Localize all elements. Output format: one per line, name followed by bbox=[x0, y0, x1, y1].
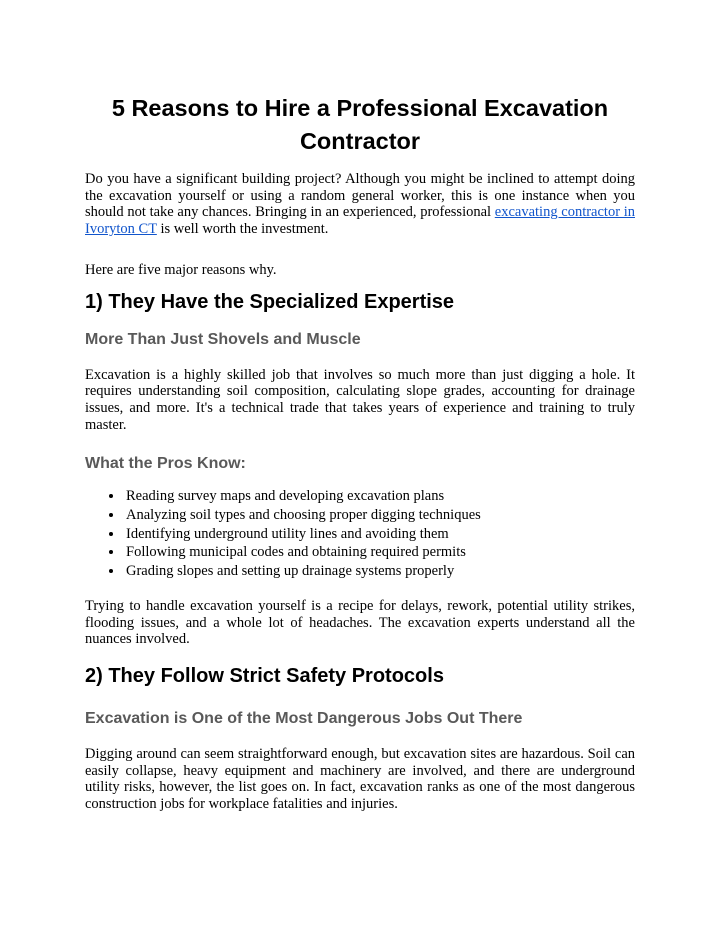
pros-know-list bbox=[85, 488, 635, 580]
section-1 bbox=[85, 291, 635, 648]
section-2-heading: 2) They Follow Strict Safety Protocols bbox=[85, 664, 444, 687]
section-1-heading: 1) They Have the Specialized Expertise bbox=[85, 290, 455, 313]
list-item: • Following municipal codes and obtaining required permits bbox=[124, 544, 635, 561]
intro-text-before-link: Do you have a significant building project? Although you might be inclined to attempt doing the excavation yourself or using a random general worker, this is one instance when you should not take any chances. Bringing in an experienced, professional bbox=[85, 171, 635, 221]
intro-paragraph bbox=[85, 171, 635, 238]
list-item: • Grading slopes and setting up drainage systems properly bbox=[124, 563, 635, 580]
list-item: • Reading survey maps and developing excavation plans bbox=[124, 488, 635, 505]
lead-in-text: Here are five major reasons why. bbox=[85, 261, 277, 278]
list-item: • Identifying underground utility lines and avoiding them bbox=[124, 526, 635, 543]
section-1-subheading: More Than Just Shovels and Muscle bbox=[85, 330, 361, 348]
document-title: 5 Reasons to Hire a Professional Excavation Contractor bbox=[111, 95, 609, 154]
section-1-paragraph: Excavation is a highly skilled job that involves so much more than just digging a hole. It requires understanding soil composition, calculating slope grades, accounting for drainage issues, and more. It's a technical trade that takes years of experience and training to truly master. bbox=[85, 366, 635, 433]
intro-text-after-link: is well worth the investment. bbox=[156, 221, 329, 238]
section-2-subheading: Excavation is One of the Most Dangerous Jobs Out There bbox=[85, 709, 523, 727]
section-2 bbox=[85, 665, 635, 813]
section-2-paragraph: Digging around can seem straightforward enough, but excavation sites are hazardous. Soil can easily collapse, heavy equipment and machinery are involved, and there are underground utility risks, however, the list goes on. In fact, excavation ranks as one of the most dangerous construction jobs for workplace fatalities and injuries. bbox=[85, 745, 635, 813]
pros-know-heading: What the Pros Know: bbox=[85, 455, 246, 473]
section-1-closing-paragraph: Trying to handle excavation yourself is a recipe for delays, rework, potential utility strikes, flooding issues, and a whole lot of headaches. The excavation experts understand all the nuances involved. bbox=[85, 597, 635, 648]
ivoryton-contractor-link[interactable]: excavating contractor in Ivoryton CT bbox=[85, 204, 635, 238]
list-item: • Analyzing soil types and choosing proper digging techniques bbox=[124, 507, 635, 524]
